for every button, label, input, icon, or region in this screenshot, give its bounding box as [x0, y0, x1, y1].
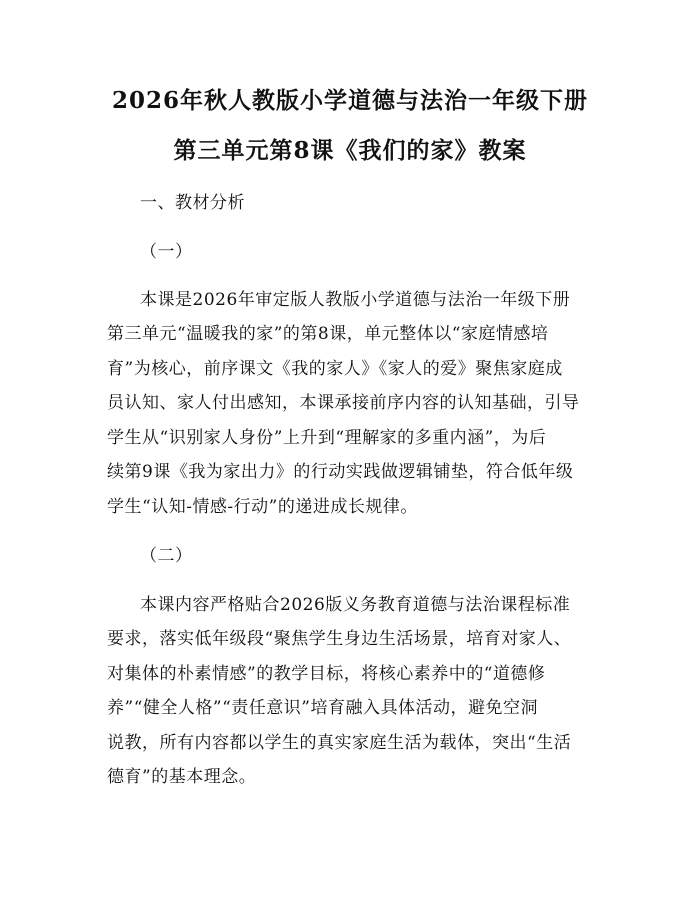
paragraph-1-line: 学生从“识别家人身份”上升到“理解家的多重内涵”，为后 [107, 428, 547, 448]
paragraph-1-line: 育”为核心，前序课文《我的家人》《家人的爱》聚焦家庭成 [107, 359, 563, 379]
paragraph-2-line: 要求，落实低年级段“聚焦学生身边生活场景，培育对家人、 [107, 629, 572, 649]
paragraph-2-line: 说教，所有内容都以学生的真实家庭生活为载体，突出“生活 [107, 733, 572, 753]
subsection-label-2: （二） [140, 546, 193, 566]
paragraph-1-line: 第三单元“温暖我的家”的第8课，单元整体以“家庭情感培 [107, 324, 549, 344]
paragraph-2-line: 德育”的基本理念。 [107, 767, 257, 787]
paragraph-1-line: 本课是2026年审定版人教版小学道德与法治一年级下册 [140, 290, 571, 310]
paragraph-2-line: 养”“健全人格”“责任意识”培育融入具体活动，避免空洞 [107, 698, 538, 718]
paragraph-1-line: 员认知、家人付出感知，本课承接前序内容的认知基础，引导 [107, 393, 580, 413]
paragraph-2-line: 本课内容严格贴合2026版义务教育道德与法治课程标准 [140, 595, 571, 615]
document-title-line-1: 2026年秋人教版小学道德与法治一年级下册 [111, 87, 588, 114]
paragraph-1-line: 续第9课《我为家出力》的行动实践做逻辑铺垫，符合低年级 [107, 462, 574, 482]
paragraph-1-line: 学生“认知-情感-行动”的递进成长规律。 [107, 497, 418, 517]
subsection-label-1: （一） [140, 242, 193, 262]
section-heading-textbook-analysis: 一、教材分析 [140, 193, 245, 213]
document-title-line-2: 第三单元第8课《我们的家》教案 [173, 137, 527, 164]
paragraph-2-line: 对集体的朴素情感”的教学目标，将核心素养中的“道德修 [107, 664, 546, 684]
